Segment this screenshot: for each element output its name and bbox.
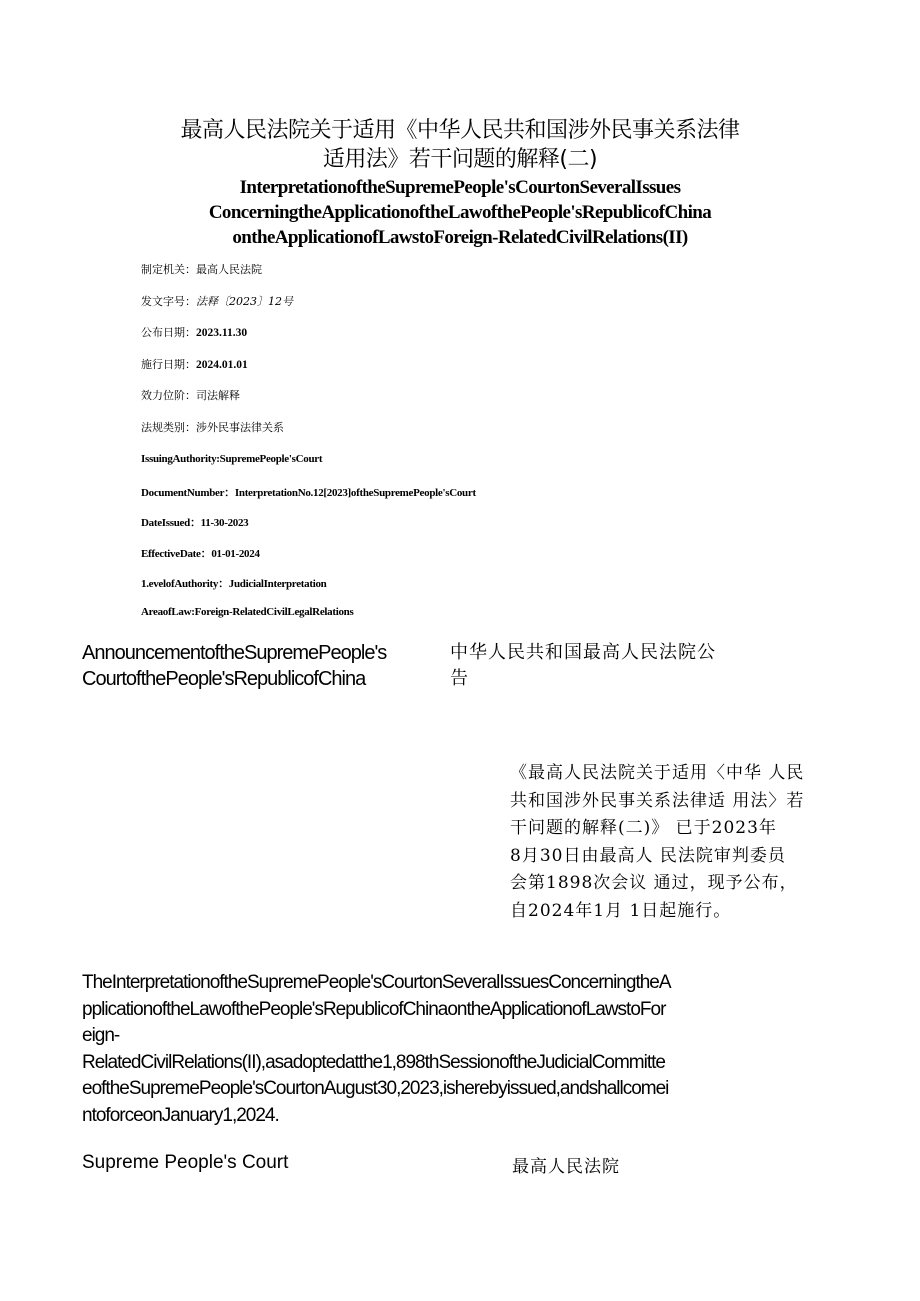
title-zh-line: 适用法》若干问题的解释(二) [322, 147, 598, 172]
meta-en-level-of-authority [141, 575, 476, 606]
announcement-body-chinese [510, 760, 840, 925]
signature-chinese: 最高人民法院 [512, 1157, 620, 1177]
body-zh-line: 干问题的解释(二)》 已于2023年 [510, 818, 777, 838]
meta-zh-effective-date [141, 356, 293, 388]
announcement-en-line: AnnouncementoftheSupremePeople's [82, 642, 387, 664]
title-chinese [150, 116, 770, 174]
meta-value: InterpretationNo.12[2023]oftheSupremePeople'sCourt [234, 486, 476, 499]
meta-label: 制定机关： [141, 263, 196, 276]
metadata-chinese [141, 261, 293, 450]
body-en-line: TheInterpretationoftheSupremePeople'sCourtonSeveralIssuesConcerningtheA [82, 972, 671, 993]
body-en-line: RelatedCivilRelations(II),asadoptedatthe1,898thSessionoftheJudicialCommitte [82, 1051, 665, 1073]
body-en-line: eign- [82, 1025, 120, 1046]
announcement-body-english [82, 970, 842, 1129]
body-zh-line: 共和国涉外民事关系法律适 用法〉若 [510, 790, 805, 811]
announcement-zh-line: 中华人民共和国最高人民法院公 [450, 642, 716, 663]
meta-en-area-of-law [141, 606, 476, 637]
meta-label: DateIssued： [141, 517, 201, 529]
meta-value: 11-30-2023 [200, 517, 249, 529]
meta-label: 效力位阶： [141, 389, 196, 402]
meta-value: Foreign-RelatedCivilLegalRelations [194, 605, 354, 618]
title-en-line: ConcerningtheApplicationoftheLawofthePeople'sRepublicofChina [208, 202, 712, 223]
meta-label: 发文字号： [141, 294, 196, 308]
announcement-en-line: CourtofthePeople'sRepublicofChina [82, 668, 366, 690]
meta-label: 1.evelofAuthority： [141, 578, 229, 590]
meta-zh-level-of-authority [141, 387, 293, 419]
meta-en-date-issued [141, 514, 476, 545]
body-zh-line: 8月30日由最高人 民法院审判委员 [510, 845, 786, 866]
meta-value: 01-01-2024 [211, 547, 260, 560]
meta-value: 2024.01.01 [196, 358, 248, 371]
meta-value: SupremePeople'sCourt [219, 453, 323, 465]
meta-value: 涉外民事法律关系 [196, 420, 284, 434]
announcement-heading-chinese [450, 640, 750, 692]
meta-label: AreaofLaw: [141, 605, 195, 618]
signature-english: Supreme People's Court [82, 1152, 289, 1173]
meta-en-document-number [141, 484, 476, 515]
announcement-heading-english [82, 640, 462, 692]
meta-value: 法释〔2023〕12号 [196, 294, 293, 308]
meta-label: DocumentNumber： [141, 486, 235, 499]
announcement-zh-line: 告 [450, 668, 469, 689]
meta-label: 施行日期： [141, 357, 196, 371]
title-english [100, 175, 820, 250]
body-en-line: ntoforceonJanuary1,2024. [82, 1104, 279, 1126]
body-en-line: pplicationoftheLawofthePeople'sRepublicofChinaontheApplicationofLawstoFor [82, 998, 666, 1020]
meta-label: 法规类别： [141, 420, 196, 434]
title-en-line: ontheApplicationofLawstoForeign-RelatedCivilRelations(II) [232, 227, 688, 248]
meta-label: 公布日期： [141, 326, 196, 339]
meta-en-issuing-authority [141, 453, 476, 484]
body-zh-line: 自2024年1月 1日起施行。 [510, 900, 732, 921]
title-zh-line: 最高人民法院关于适用《中华人民共和国涉外民事关系法律 [180, 118, 740, 143]
title-en-line: InterpretationoftheSupremePeople'sCourtonSeveralIssues [239, 177, 681, 198]
meta-zh-area-of-law [141, 419, 293, 451]
meta-value: JudicialInterpretation [228, 578, 327, 590]
meta-value: 司法解释 [196, 389, 240, 402]
meta-zh-issuing-authority [141, 261, 293, 293]
metadata-english [141, 453, 476, 636]
body-zh-line: 《最高人民法院关于适用〈中华 人民 [510, 763, 805, 783]
body-zh-line: 会第1898次会议 通过，现予公布， [510, 873, 798, 893]
meta-zh-document-number [141, 293, 293, 325]
meta-value: 最高人民法院 [196, 263, 262, 276]
meta-label: EffectiveDate： [141, 547, 212, 560]
meta-zh-date-issued [141, 324, 293, 356]
meta-en-effective-date [141, 545, 476, 576]
meta-value: 2023.11.30 [196, 327, 248, 339]
body-en-line: eoftheSupremePeople'sCourtonAugust30,2023,isherebyissued,andshallcomei [82, 1078, 669, 1099]
meta-label: IssuingAuthority: [141, 453, 220, 465]
